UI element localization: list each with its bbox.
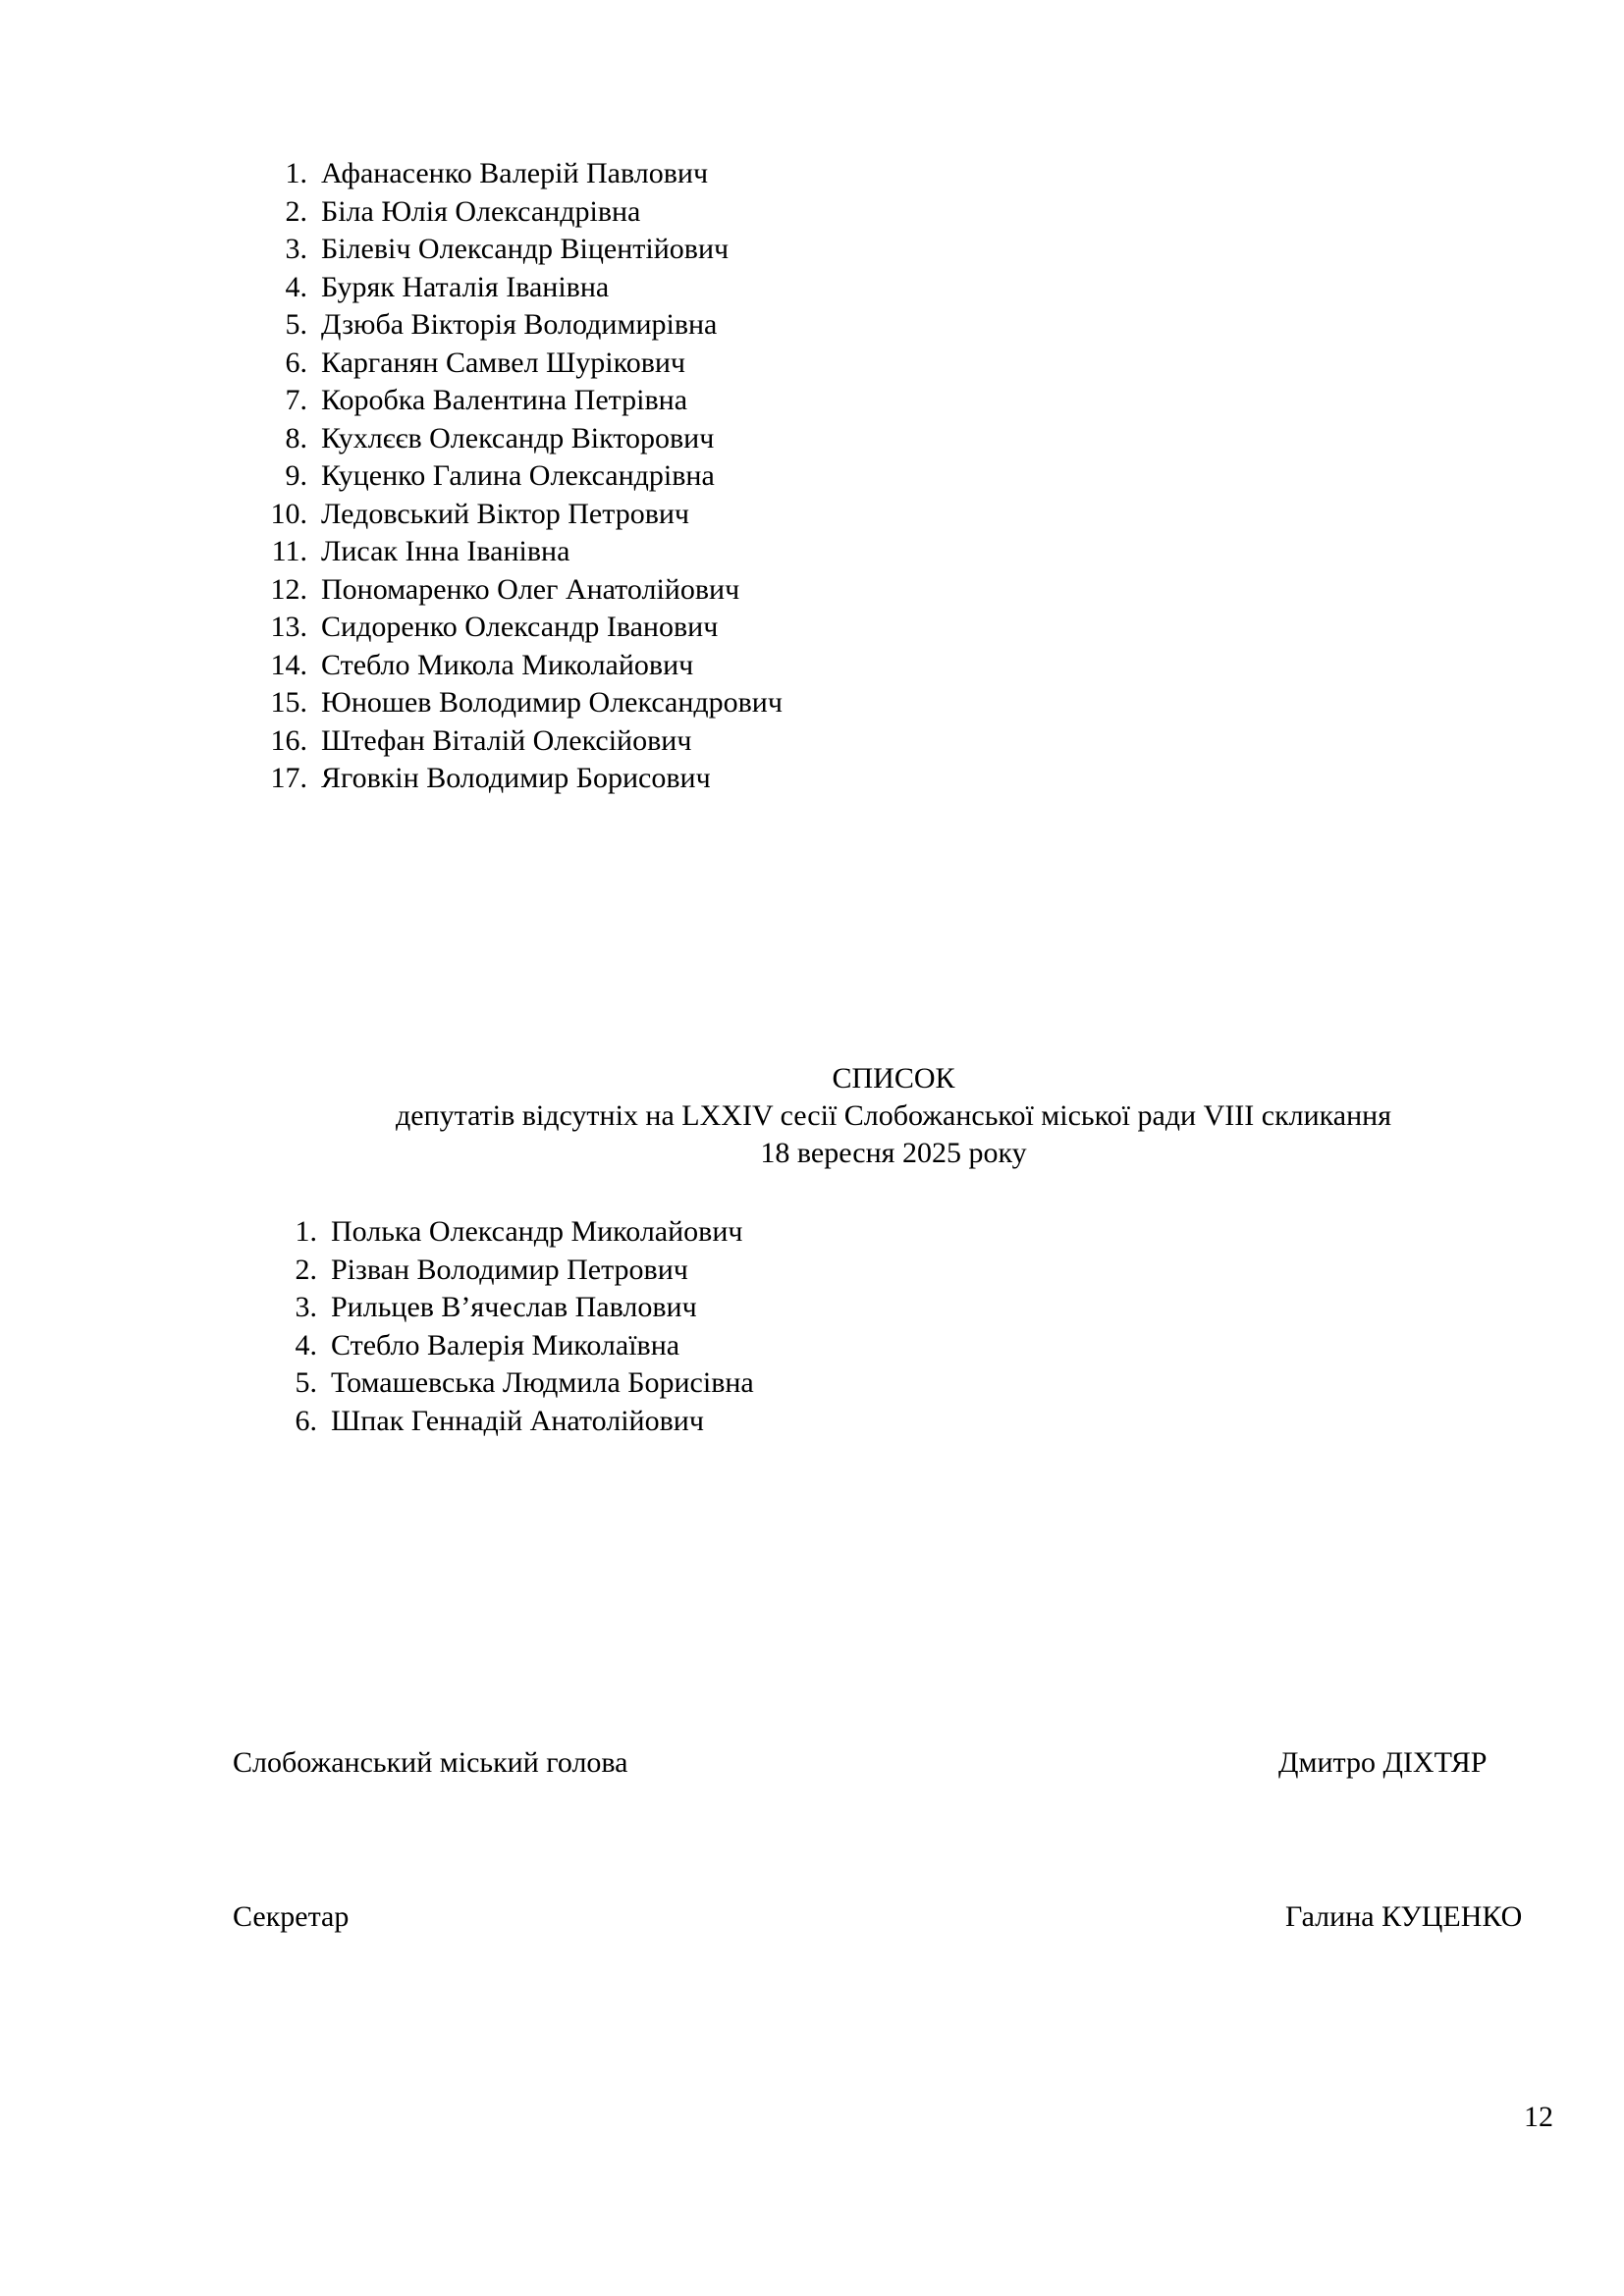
deputy-name: Томашевська Людмила Борисівна [331, 1366, 754, 1399]
item-number: 14. [270, 648, 307, 681]
item-number: 4. [295, 1328, 317, 1362]
list-item [285, 345, 783, 383]
list-item [295, 1252, 754, 1290]
deputy-name: Стебло Микола Миколайович [321, 648, 694, 681]
mayor-name: Дмитро ДІХТЯР [1278, 1746, 1488, 1779]
item-number: 6. [295, 1404, 317, 1437]
item-number: 9. [285, 459, 307, 492]
item-number: 4. [285, 270, 307, 303]
list-item [295, 1364, 754, 1403]
deputy-name: Рильцев В’ячеслав Павлович [331, 1291, 697, 1323]
deputy-name: Шпак Геннадій Анатолійович [331, 1404, 704, 1437]
deputy-name: Коробка Валентина Петрівна [321, 384, 688, 416]
list-item [285, 155, 783, 193]
list-item [285, 269, 783, 307]
deputy-name: Полька Олександр Миколайович [331, 1215, 743, 1248]
item-number: 8. [285, 421, 307, 454]
list-item [285, 193, 783, 232]
deputy-name: Біла Юлія Олександрівна [321, 194, 641, 228]
page-number: 12 [1524, 2101, 1553, 2133]
absent-list-date: 18 вересня 2025 року [760, 1137, 1027, 1169]
item-number: 2. [285, 194, 307, 228]
deputy-name: Сидоренко Олександр Іванович [321, 611, 719, 643]
list-item [285, 457, 783, 496]
deputy-name: Юношев Володимир Олександрович [321, 686, 783, 719]
deputy-name: Ледовський Віктор Петрович [321, 497, 689, 530]
deputy-name: Різван Володимир Петрович [331, 1253, 688, 1286]
deputy-name: Яговкін Володимир Борисович [321, 762, 711, 794]
item-number: 3. [295, 1291, 317, 1323]
list-item [295, 1213, 754, 1252]
mayor-role: Слобожанський міський голова [233, 1746, 628, 1779]
item-number: 12. [270, 572, 307, 606]
list-item [285, 306, 783, 345]
item-number: 15. [270, 686, 307, 719]
present-deputies-list [270, 155, 783, 798]
deputy-name: Куценко Галина Олександрівна [321, 459, 715, 492]
list-item [285, 382, 783, 420]
list-item [285, 231, 783, 269]
list-item [285, 420, 783, 458]
list-item [270, 722, 783, 761]
list-item [270, 571, 783, 610]
list-item [270, 760, 783, 798]
item-number: 5. [295, 1366, 317, 1399]
item-number: 7. [285, 384, 307, 416]
item-number: 1. [295, 1215, 317, 1248]
item-number: 16. [270, 723, 307, 757]
list-item [295, 1327, 754, 1365]
deputy-name: Стебло Валерія Миколаївна [331, 1328, 680, 1362]
deputy-name: Лисак Інна Іванівна [321, 535, 570, 567]
item-number: 1. [285, 157, 307, 189]
list-item [270, 684, 783, 722]
item-number: 6. [285, 346, 307, 379]
list-item [271, 533, 783, 571]
deputy-name: Карганян Самвел Шурікович [321, 346, 686, 379]
secretary-role: Секретар [233, 1900, 350, 1933]
deputy-name: Дзюба Вікторія Володимирівна [321, 308, 718, 341]
item-number: 13. [270, 611, 307, 643]
deputy-name: Афанасенко Валерій Павлович [321, 157, 709, 189]
list-item [270, 609, 783, 647]
absent-list-title: СПИСОК [832, 1062, 955, 1095]
item-number: 17. [270, 762, 307, 794]
deputy-name: Буряк Наталія Іванівна [321, 270, 610, 303]
absent-list-subtitle: депутатів відсутніх на LXXIV сесії Слобожанської міської ради VIII скликання [395, 1099, 1392, 1132]
item-number: 5. [285, 308, 307, 341]
item-number: 10. [270, 497, 307, 530]
item-number: 11. [271, 535, 307, 567]
list-item [295, 1289, 754, 1327]
absent-deputies-list [295, 1213, 754, 1440]
deputy-name: Пономаренко Олег Анатолійович [321, 572, 740, 606]
list-item [270, 496, 783, 534]
item-number: 2. [295, 1253, 317, 1286]
list-item [295, 1403, 754, 1441]
list-item [270, 647, 783, 685]
item-number: 3. [285, 233, 307, 265]
deputy-name: Кухлєєв Олександр Вікторович [321, 421, 715, 454]
secretary-name: Галина КУЦЕНКО [1285, 1900, 1523, 1933]
deputy-name: Штефан Віталій Олексійович [321, 723, 692, 757]
deputy-name: Білевіч Олександр Віцентійович [321, 233, 730, 265]
